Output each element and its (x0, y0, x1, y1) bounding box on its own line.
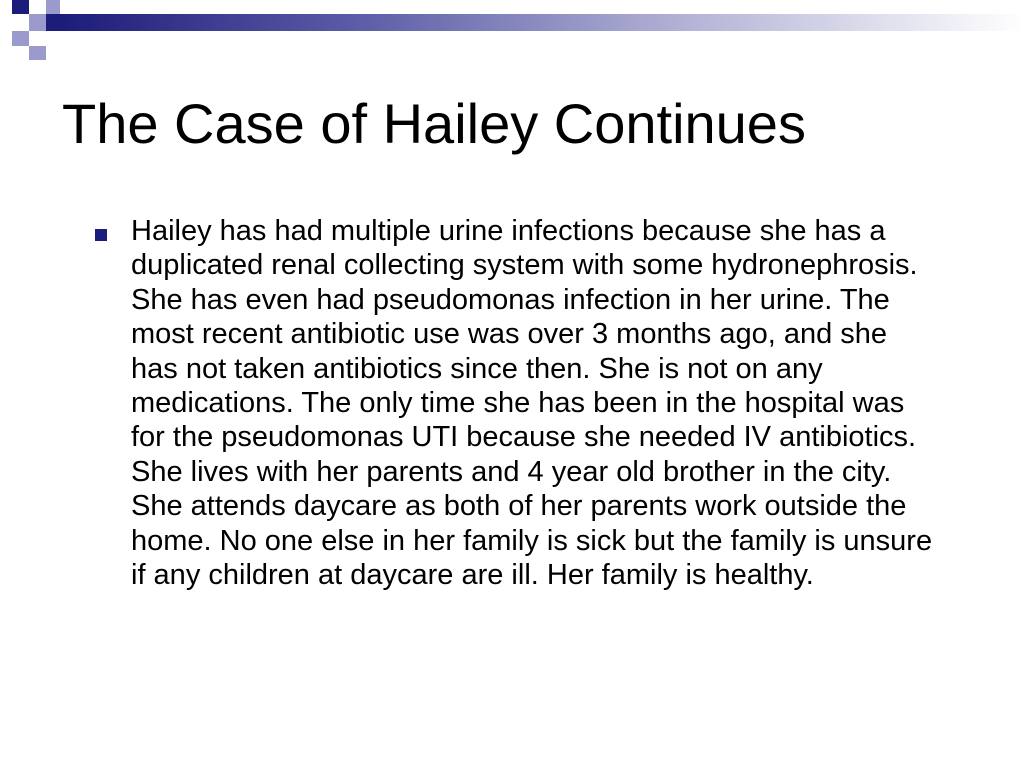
header-gradient-bar (60, 14, 1024, 31)
decor-square (46, 14, 60, 31)
decor-square (29, 14, 46, 31)
decor-square (29, 46, 46, 60)
decor-square (46, 0, 60, 14)
decor-square (12, 0, 29, 14)
slide-title: The Case of Hailey Continues (62, 92, 806, 155)
decor-square (12, 31, 29, 46)
bullet-square-icon (95, 229, 107, 241)
bullet-text: Hailey has had multiple urine infections because she has a duplicated renal collecting system with some hydronephrosis. She has even had pseudomonas infection in her urine. The most recent antibiotic use was over 3 months ago, and she has not taken antibiotics since then. She is not on any medications. The only time she has been in the hospital was for the pseudomonas UTI because she needed IV antibiotics. She lives with her parents and 4 year old brother in the city. She attends daycare as both of her parents work outside the home. No one else in her family is sick but the family is unsure if any children at daycare are ill. Her family is healthy. (131, 215, 933, 592)
